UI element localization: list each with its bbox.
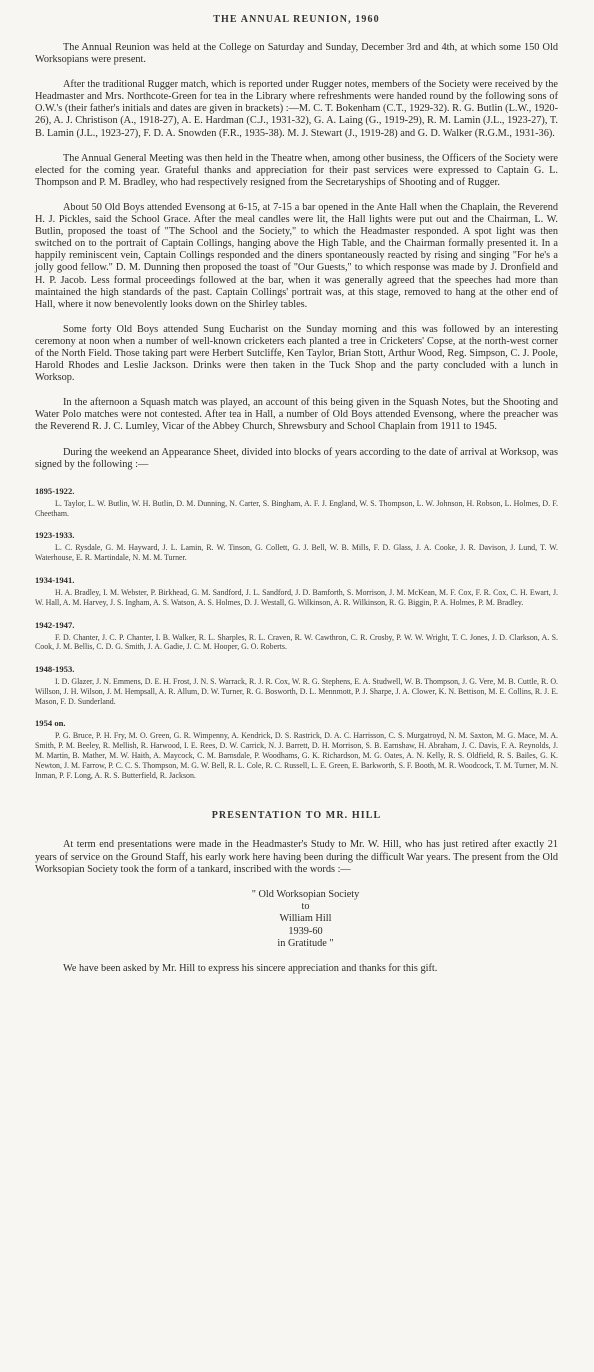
paragraph-general-meeting: The Annual General Meeting was then held in the Theatre when, among other business, the Officers of the Society were elected for the coming year. Grateful thanks and appreciation for their past services were expressed to Captain G. L. Thompson and P. M. Bradley, who had respectively resigned from the Secretaryships of Shooting and of Rugger. xyxy=(35,152,558,188)
year-group-names: I. D. Glazer, J. N. Emmens, D. E. H. Frost, J. N. S. Warrack, R. J. R. Cox, W. R. G. Stephens, E. A. Studwell, W. B. Thompson, J. G. Vere, M. B. Cuttle, R. O. Willson, J. H. Wilson, J. M. Hempsall, A. R. Allum, D. W. Turner, R. G. Bosworth, D. L. Mennmott, P. J. Sharpe, J. A. Clower, K. N. Bettison, M. E. Collins, R. J. E. Mason, F. D. Sunderland. xyxy=(35,677,558,706)
year-group-names: L. Taylor, L. W. Butlin, W. H. Butlin, D. M. Dunning, N. Carter, S. Bingham, A. F. J. England, W. S. Thompson, L. W. Johnson, H. Robson, L. Holmes, D. F. Cheetham. xyxy=(35,498,558,518)
paragraph-rugger-tea: After the traditional Rugger match, which is reported under Rugger notes, members of the Society were received by the Headmaster and Mrs. Northcote-Green for tea in the Library where refreshments were handed round by the following sons of O.W.'s (their father's initials and dates are given in brackets) :—M. C. T. Bokenham (C.T., 1929-32). R. G. Butlin (L.W., 1920-26), A. J. Christison (A., 1918-27), A. E. Hardman (C.J., 1931-32), G. A. Laing (G., 1919-29), R. M. Lamin (J.L., 1923-27), T. B. Lamin (J.L., 1923-27), F. D. A. Snowden (F.R., 1935-38). M. J. Stewart (J., 1919-28) and G. D. Walker (R.G.M., 1931-36). xyxy=(35,79,558,139)
year-group xyxy=(35,575,558,608)
year-group xyxy=(35,486,558,519)
year-group-heading: 1954 on. xyxy=(35,718,66,729)
year-group-heading: 1934-1941. xyxy=(35,574,75,585)
year-group xyxy=(35,530,558,563)
paragraph-closing: We have been asked by Mr. Hill to express his sincere appreciation and thanks for this gift. xyxy=(63,963,438,975)
paragraph-intro: The Annual Reunion was held at the College on Saturday and Sunday, December 3rd and 4th, at which some 150 Old Worksopians were present. xyxy=(35,42,558,66)
paragraph-sunday-ceremony: Some forty Old Boys attended Sung Eucharist on the Sunday morning and this was followed by an interesting ceremony at noon when a number of well-known cricketers each planted a tree in Cricketers' Copse, at the north-west corner of the North Field. Those taking part were Herbert Sutcliffe, Ken Taylor, Brian Stott, Arthur Wood, Reg. Simpson, C. J. Poole, Harold Rhodes and Leslie Jackson. Drinks were then taken in the Tuck Shop and the party concluded with a lunch in Worksop. xyxy=(35,323,558,384)
inscription-line: " Old Worksopian Society xyxy=(251,888,360,900)
article-title: PRESENTATION TO MR. HILL xyxy=(211,810,382,822)
paragraph-presentation-intro: At term end presentations were made in the Headmaster's Study to Mr. W. Hill, who has just retired after exactly 21 years of service on the Ground Staff, his early work here having been during the difficult War years. The present from the Old Worksopian Society took the form of a tankard, inscribed with the words :— xyxy=(35,839,558,875)
year-group-heading: 1895-1922. xyxy=(35,485,75,496)
year-group-names: H. A. Bradley, I. M. Webster, P. Birkhead, G. M. Sandford, J. L. Sandford, J. D. Bamforth, S. Morrison, J. M. McKean, M. F. Cox, F. R. Cox, C. H. Ewart, J. W. Hall, A. M. Harvey, J. S. Ingham, A. S. Watson, A. S. Holmes, D. J. Westall, G. Wilkinson, A. R. Wilkinson, R. G. Biggin, P. A. Holmes, P. M. Bradley. xyxy=(35,587,558,607)
year-group-names: P. G. Bruce, P. H. Fry, M. O. Green, G. R. Wimpenny, A. Kendrick, D. S. Rastrick, D. A. C. Harrisson, C. S. Murgatroyd, N. M. Saxton, M. G. Mace, M. A. Smith, P. M. Beeley, R. Mellish, R. Harwood, I. E. Rees, D. W. Carrick, N. J. Barrett, D. H. Morrison, S. B. Earnshaw, H. Abraham, J. C. Davis, F. A. Reynolds, J. M. Martin, B. Mather, M. W. Haith, A. Maycock, C. M. Barnsdale, P. Woodhams, G. K. Richardson, M. G. Oates, A. N. Kelly, R. S. Oldfield, R. S. Bailes, G. K. Newton, J. M. Farrow, P. C. C. S. Thompson, M. G. W. Bell, R. L. Cole, R. C. Russell, L. E. Green, E. Barkworth, S. F. Booth, M. R. Woodcock, T. M. Turner, M. N. Inman, P. F. Long, A. R. S. Butterfield, R. Jackson. xyxy=(35,731,558,780)
paragraph-evensong-dinner: About 50 Old Boys attended Evensong at 6-15, at 7-15 a bar opened in the Ante Hall when the Chaplain, the Reverend H. J. Pickles, said the School Grace. After the meal candles were lit, the Hall lights were put out and the Chairman, L. W. Butlin, proposed the toast of "The School and the Society," to which the Headmaster responded. A spot light was then switched on to the portrait of Captain Collings, hanging above the High Table, and the Chairman formally presented it. In a happily reminiscent vein, Captain Collings responded and the diners spontaneously reacted by rising and singing "For he's a jolly good fellow." D. M. Dunning then proposed the toast of "Our Guests," to which response was made by J. Dronfield and H. P. Jacob. Less formal proceedings followed at the bar, when it was generally agreed that the speeches had more than maintained the high standards of the past. Captain Collings' portrait was, at this stage, removed to hang at the other end of Hall, where it now benevolently looks down on the Shirley tables. xyxy=(35,201,558,310)
year-group-heading: 1923-1933. xyxy=(35,530,75,541)
paragraph-appearance-sheet: During the weekend an Appearance Sheet, divided into blocks of years according to the date of arrival at Worksop, was signed by the following :— xyxy=(35,446,558,470)
year-group xyxy=(35,620,558,653)
inscription-line: in Gratitude " xyxy=(277,937,334,949)
annual-reunion-article xyxy=(35,14,558,780)
tankard-inscription xyxy=(35,889,558,950)
article-title: THE ANNUAL REUNION, 1960 xyxy=(213,14,380,25)
year-group-heading: 1948-1953. xyxy=(35,664,75,675)
paragraph-afternoon: In the afternoon a Squash match was played, an account of this being given in the Squash Notes, but the Shooting and Water Polo matches were not contested. After tea in Hall, a number of Old Boys attended Evensong, where the preacher was the Reverend R. J. C. Lumley, Vicar of the Abbey Church, Shrewsbury and School Chaplain from 1911 to 1945. xyxy=(35,397,558,433)
inscription-line: William Hill xyxy=(279,913,332,925)
presentation-article xyxy=(35,810,558,975)
year-group xyxy=(35,718,558,780)
year-group-names: F. D. Chanter, J. C. P. Chanter, I. B. Walker, R. L. Sharples, R. L. Craven, R. W. Cawthron, C. R. Crosby, P. W. W. Wright, T. C. Jones, J. D. Clarkson, A. S. Cook, J. M. Bellis, C. D. G. Smith, J. A. Gadie, J. C. M. Hooper, G. O. Roberts. xyxy=(35,632,558,652)
inscription-line: 1939-60 xyxy=(288,925,323,937)
year-group-names: L. C. Rysdale, G. M. Hayward, J. L. Lamin, R. W. Tinson, G. Collett, G. J. Bell, W. B. Mills, F. D. Glass, J. A. Cooke, J. R. Davison, J. Lund, T. W. Waterhouse, E. R. Martindale, N. M. M. Turner. xyxy=(35,543,558,563)
year-group-heading: 1942-1947. xyxy=(35,619,75,630)
inscription-line: to xyxy=(301,901,310,913)
year-group xyxy=(35,664,558,706)
